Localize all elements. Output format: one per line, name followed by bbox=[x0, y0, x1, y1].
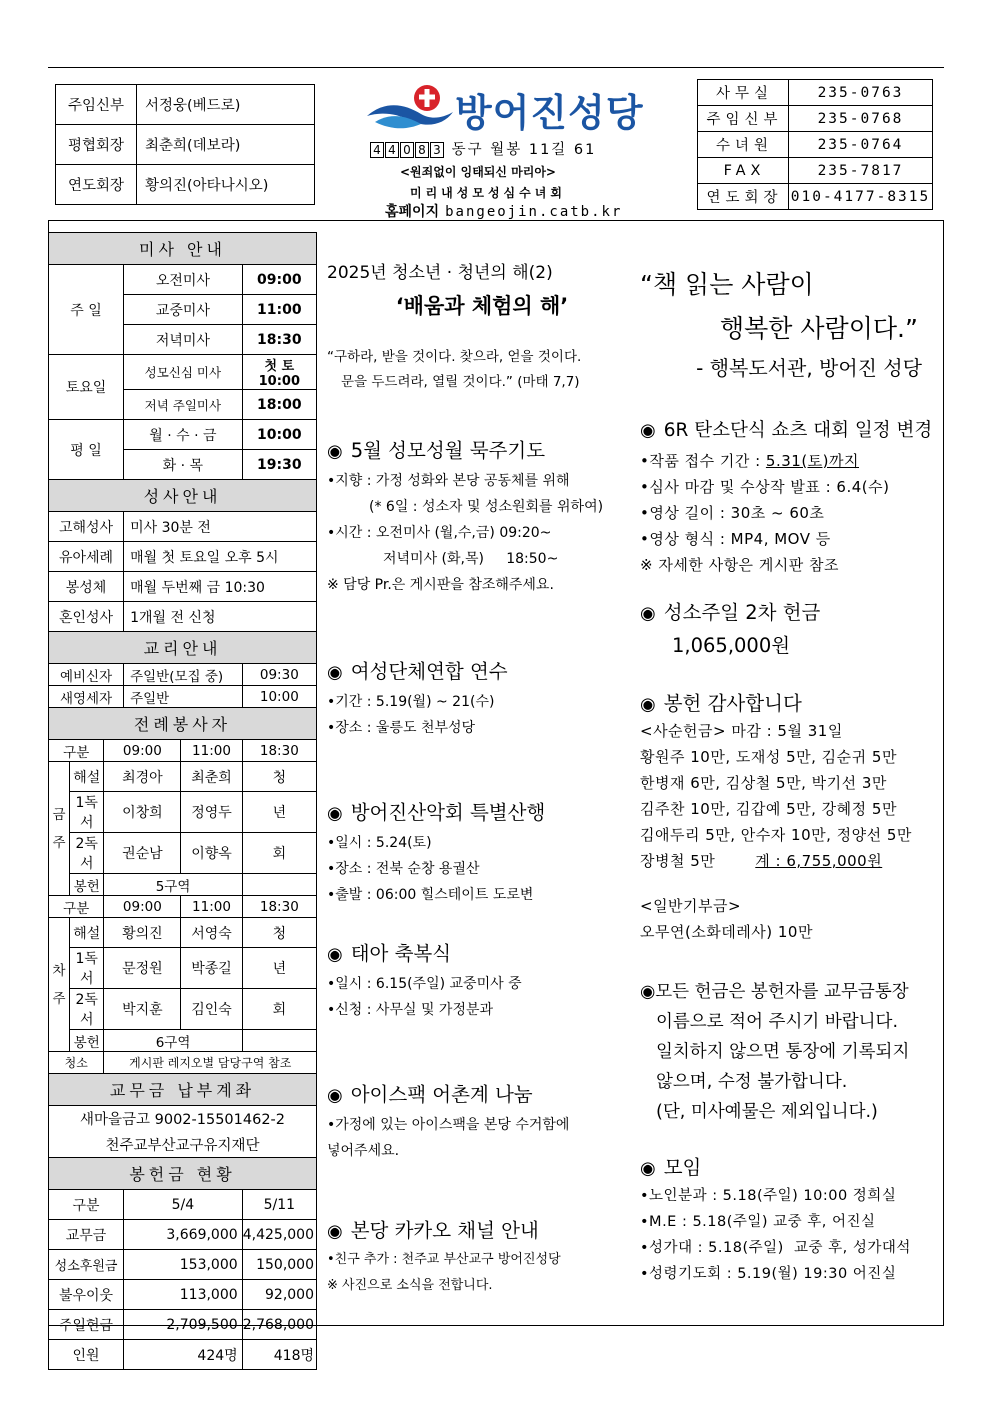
zip-digit: 4 bbox=[370, 142, 384, 158]
address bbox=[370, 138, 596, 159]
offering-value: 424명 bbox=[124, 1340, 243, 1370]
liturgy-head: 구분 bbox=[49, 896, 104, 918]
liturgy-person: 회 bbox=[242, 989, 316, 1030]
doctrine-time: 10:00 bbox=[242, 686, 316, 708]
offering-name: 교무금 bbox=[49, 1220, 124, 1250]
women-title: 여성단체연합 연수 bbox=[350, 660, 508, 683]
thanks-total: 계 : 6,755,000원 bbox=[755, 852, 883, 870]
mass-time: 19:30 bbox=[242, 450, 316, 480]
shorts-line: ※ 자세한 사항은 게시판 참조 bbox=[640, 556, 840, 574]
liturgy-empty bbox=[242, 1030, 316, 1052]
shorts-line: •영상 길이 : 30초 ~ 60초 bbox=[640, 504, 825, 522]
offering-name: 불우이웃 bbox=[49, 1280, 124, 1310]
church-name: 방어진성당 bbox=[455, 91, 644, 135]
fetus-line: •신청 : 사무실 및 가정분과 bbox=[327, 1002, 494, 1018]
verse-line: “구하라, 받을 것이다. 찾으라, 얻을 것이다. bbox=[327, 349, 582, 365]
liturgy-person: 최경아 bbox=[104, 762, 181, 792]
thanks-line bbox=[640, 848, 935, 874]
mass-name: 성모신심 미사 bbox=[124, 355, 243, 390]
doctrine-time: 09:30 bbox=[242, 664, 316, 686]
next-week-char: 주 bbox=[52, 990, 66, 1007]
sacrament-desc: 1개월 전 신청 bbox=[124, 602, 317, 632]
quote-line: “책 읽는 사람이 bbox=[640, 270, 814, 299]
shorts-title: 6R 탄소단식 쇼츠 대회 일정 변경 bbox=[663, 420, 933, 441]
liturgy-person: 청 bbox=[242, 762, 316, 792]
ice-line: 넣어주세요. bbox=[327, 1143, 400, 1159]
phone-label: 수녀원 bbox=[698, 132, 789, 158]
shorts-heading bbox=[640, 416, 935, 442]
homepage bbox=[385, 201, 622, 221]
staff-role: 연도회장 bbox=[56, 165, 137, 205]
church-logo-icon bbox=[365, 82, 455, 132]
meeting-body bbox=[640, 1183, 935, 1287]
sacrament-name: 고해성사 bbox=[49, 512, 124, 542]
meeting-title: 모임 bbox=[663, 1156, 702, 1179]
phone-number: 010-4177-8315 bbox=[789, 184, 933, 210]
offering-name: 성소후원금 bbox=[49, 1250, 124, 1280]
bullet-icon: ◉ bbox=[327, 662, 343, 683]
homepage-link[interactable]: bangeojin.catb.kr bbox=[445, 204, 623, 220]
phone-label: 주임신부 bbox=[698, 106, 789, 132]
liturgy-person: 년 bbox=[242, 792, 316, 833]
rosary-body bbox=[327, 468, 637, 598]
fetus-heading bbox=[327, 938, 637, 966]
bullet-icon: ◉ bbox=[640, 603, 656, 624]
phone-label: 사무실 bbox=[698, 80, 789, 106]
thanks-line: 황원주 10만, 도재성 5만, 김순귀 5만 bbox=[640, 748, 897, 766]
phone-number: 235-0764 bbox=[789, 132, 933, 158]
notice-line: 일치하지 않으면 통장에 기록되지 bbox=[656, 1042, 910, 1062]
liturgy-role: 2독서 bbox=[69, 833, 103, 874]
thanks-heading bbox=[640, 688, 935, 716]
rosary-line: (* 6일 : 성소자 및 성소원회를 위하여) bbox=[369, 499, 604, 515]
zip-digit: 8 bbox=[415, 142, 429, 158]
liturgy-person: 김인숙 bbox=[181, 989, 242, 1030]
this-week-char: 주 bbox=[52, 834, 66, 851]
sacrament-name: 혼인성사 bbox=[49, 602, 124, 632]
reading-quote bbox=[640, 265, 935, 345]
mass-name: 저녁미사 bbox=[124, 325, 243, 355]
phone-number: 235-0763 bbox=[789, 80, 933, 106]
shorts-line: •영상 형식 : MP4, MOV 등 bbox=[640, 530, 831, 548]
phone-number: 235-7817 bbox=[789, 158, 933, 184]
account-number: 새마을금고 9002-15501462-2 bbox=[49, 1106, 317, 1132]
mass-name: 교중미사 bbox=[124, 295, 243, 325]
liturgy-role: 해설 bbox=[69, 918, 103, 948]
rosary-title: 5월 성모성월 묵주기도 bbox=[350, 439, 546, 462]
phone-number: 235-0768 bbox=[789, 106, 933, 132]
shorts-body bbox=[640, 448, 935, 578]
liturgy-offering: 5구역 bbox=[104, 874, 242, 896]
notice-line: ◉모든 헌금은 봉헌자를 교무금통장 bbox=[640, 982, 909, 1002]
sacrament-name: 유아세례 bbox=[49, 542, 124, 572]
sunday-label: 주 일 bbox=[49, 265, 124, 355]
staff-name: 황의진(아타나시오) bbox=[137, 165, 315, 205]
next-week-label bbox=[49, 918, 70, 1052]
staff-name: 서정웅(베드로) bbox=[137, 85, 315, 125]
mass-time: 09:00 bbox=[242, 265, 316, 295]
liturgy-person: 이창희 bbox=[104, 792, 181, 833]
women-heading bbox=[327, 656, 637, 684]
thanks-line: 김애두리 5만, 안수자 10만, 정양선 5만 bbox=[640, 826, 912, 844]
mass-name: 오전미사 bbox=[124, 265, 243, 295]
staff-role: 평협회장 bbox=[56, 125, 137, 165]
liturgy-person: 최춘희 bbox=[181, 762, 242, 792]
saturday-label: 토요일 bbox=[49, 355, 124, 420]
liturgy-person: 이향옥 bbox=[181, 833, 242, 874]
sacrament-desc: 미사 30분 전 bbox=[124, 512, 317, 542]
quote-line: 행복한 사람이다.” bbox=[720, 314, 918, 343]
kakao-heading bbox=[327, 1215, 637, 1243]
bullet-icon: ◉ bbox=[640, 1158, 656, 1179]
thanks-line: 한병재 6만, 김상철 5만, 박기선 3만 bbox=[640, 774, 887, 792]
hike-heading bbox=[327, 797, 637, 825]
phone-label: FAX bbox=[698, 158, 789, 184]
thanks-body bbox=[640, 718, 935, 874]
sacrament-name: 봉성체 bbox=[49, 572, 124, 602]
cleaning-desc: 게시판 레지오별 담당구역 참조 bbox=[104, 1052, 317, 1074]
zip-digit: 4 bbox=[385, 142, 399, 158]
hike-title: 방어진산악회 특별산행 bbox=[350, 801, 546, 824]
hike-line: •일시 : 5.24(토) bbox=[327, 835, 432, 851]
doctrine-desc: 주일반 bbox=[124, 686, 243, 708]
thanks-line: 김주찬 10만, 김갑예 5만, 강혜정 5만 bbox=[640, 800, 897, 818]
staff-table bbox=[55, 84, 315, 205]
notice-line: 이름으로 적어 주시기 바랍니다. bbox=[656, 1012, 899, 1032]
liturgy-person: 서영숙 bbox=[181, 918, 242, 948]
bible-verse bbox=[327, 345, 637, 395]
meeting-line: •성가대 : 5.18(주일) 교중 후, 성가대석 bbox=[640, 1240, 911, 1256]
bullet-icon: ◉ bbox=[327, 803, 343, 824]
offering-name: 주일헌금 bbox=[49, 1310, 124, 1340]
quote-source: - 행복도서관, 방어진 성당 bbox=[696, 356, 922, 380]
rosary-line: 저녁미사 (화,목) 18:50~ bbox=[383, 551, 559, 567]
vocation-amount: 1,065,000원 bbox=[672, 634, 791, 657]
liturgy-empty bbox=[242, 874, 316, 896]
offering-value: 153,000 bbox=[124, 1250, 243, 1280]
phone-label: 연도회장 bbox=[698, 184, 789, 210]
account-title: 교무금 납부계좌 bbox=[49, 1074, 317, 1106]
mass-time: 18:30 bbox=[242, 325, 316, 355]
liturgy-role: 1독서 bbox=[69, 792, 103, 833]
rosary-line: ※ 담당 Pr.은 게시판을 참조해주세요. bbox=[327, 577, 554, 593]
year-theme-title: 2025년 청소년 · 청년의 해(2) bbox=[327, 263, 553, 283]
liturgy-role: 봉헌 bbox=[69, 874, 103, 896]
general-line: <일반기부금> bbox=[640, 897, 742, 915]
liturgy-person: 박지훈 bbox=[104, 989, 181, 1030]
motto-sisters: 미리내성모성심수녀회 bbox=[410, 186, 566, 200]
liturgy-offering: 6구역 bbox=[104, 1030, 242, 1052]
liturgy-person: 권순남 bbox=[104, 833, 181, 874]
liturgy-person: 회 bbox=[242, 833, 316, 874]
doctrine-title: 교리안내 bbox=[49, 632, 317, 664]
offering-value: 92,000 bbox=[242, 1280, 316, 1310]
bullet-icon: ◉ bbox=[640, 694, 656, 715]
shorts-line bbox=[640, 448, 935, 474]
bullet-icon: ◉ bbox=[327, 1085, 343, 1106]
cleaning-label: 청소 bbox=[49, 1052, 104, 1074]
liturgy-person: 청 bbox=[242, 918, 316, 948]
fetus-line: •일시 : 6.15(주일) 교중미사 중 bbox=[327, 976, 522, 992]
this-week-char: 금 bbox=[52, 806, 66, 823]
staff-role: 주임신부 bbox=[56, 85, 137, 125]
liturgy-head: 18:30 bbox=[242, 896, 316, 918]
mass-name: 월 · 수 · 금 bbox=[124, 420, 243, 450]
hike-line: •장소 : 전북 순창 용궐산 bbox=[327, 861, 480, 877]
shorts-deadline: 5.31(토)까지 bbox=[765, 452, 859, 470]
rosary-heading bbox=[327, 435, 637, 463]
bullet-icon: ◉ bbox=[640, 420, 656, 441]
shorts-label: •작품 접수 기간 : bbox=[640, 452, 766, 470]
mass-time: 11:00 bbox=[242, 295, 316, 325]
vocation-heading bbox=[640, 597, 935, 625]
rosary-line: •지향 : 가정 성화와 본당 공동체를 위해 bbox=[327, 473, 570, 489]
women-line: •기간 : 5.19(월) ~ 21(수) bbox=[327, 694, 495, 710]
ice-body bbox=[327, 1112, 637, 1164]
offering-value: 113,000 bbox=[124, 1280, 243, 1310]
liturgy-role: 2독서 bbox=[69, 989, 103, 1030]
verse-line: 문을 두드려라, 열릴 것이다.” (마태 7,7) bbox=[341, 374, 580, 390]
rosary-line: •시간 : 오전미사 (월,수,금) 09:20~ bbox=[327, 525, 552, 541]
staff-name: 최춘희(데보라) bbox=[137, 125, 315, 165]
account-holder: 천주교부산교구유지재단 bbox=[49, 1132, 317, 1158]
meeting-line: •노인분과 : 5.18(주일) 10:00 정희실 bbox=[640, 1188, 897, 1204]
liturgy-head: 11:00 bbox=[181, 740, 242, 762]
sacrament-desc: 매월 두번째 금 10:30 bbox=[124, 572, 317, 602]
motto-title: <원죄없이 잉태되신 마리아> bbox=[400, 165, 556, 179]
liturgy-head: 18:30 bbox=[242, 740, 316, 762]
women-line: •장소 : 울릉도 천부성당 bbox=[327, 720, 476, 736]
kakao-line: ※ 사진으로 소식을 전합니다. bbox=[327, 1278, 493, 1293]
thanks-title: 봉헌 감사합니다 bbox=[663, 692, 802, 715]
ice-title: 아이스팩 어촌계 나눔 bbox=[350, 1083, 533, 1106]
liturgy-person: 황의진 bbox=[104, 918, 181, 948]
offering-value: 2,768,000 bbox=[242, 1310, 316, 1340]
header-rule bbox=[48, 67, 944, 68]
bullet-icon: ◉ bbox=[327, 944, 343, 965]
liturgy-person: 정영두 bbox=[181, 792, 242, 833]
liturgy-role: 해설 bbox=[69, 762, 103, 792]
general-body bbox=[640, 893, 935, 945]
doctrine-name: 예비신자 bbox=[49, 664, 124, 686]
fetus-body bbox=[327, 971, 637, 1023]
offering-value: 4,425,000 bbox=[242, 1220, 316, 1250]
notice-line: 않으며, 수정 불가합니다. bbox=[656, 1072, 848, 1092]
phone-table bbox=[697, 79, 933, 210]
doctrine-name: 새영세자 bbox=[49, 686, 124, 708]
mass-time: 첫 토 10:00 bbox=[242, 355, 316, 390]
mass-title: 미사 안내 bbox=[49, 233, 317, 265]
offering-title: 봉헌금 현황 bbox=[49, 1158, 317, 1190]
liturgy-head: 11:00 bbox=[181, 896, 242, 918]
liturgy-person: 문정원 bbox=[104, 948, 181, 989]
bullet-icon: ◉ bbox=[327, 441, 343, 462]
mass-time: 10:00 bbox=[242, 420, 316, 450]
liturgy-head: 09:00 bbox=[104, 740, 181, 762]
kakao-body bbox=[327, 1247, 637, 1299]
liturgy-title: 전례봉사자 bbox=[49, 708, 317, 740]
mass-name: 화 · 목 bbox=[124, 450, 243, 480]
mass-name: 저녁 주일미사 bbox=[124, 390, 243, 420]
offering-head: 5/4 bbox=[124, 1190, 243, 1220]
meeting-line: •성령기도회 : 5.19(월) 19:30 어진실 bbox=[640, 1266, 897, 1282]
sacrament-title: 성사안내 bbox=[49, 480, 317, 512]
notice-line: (단, 미사예물은 제외입니다.) bbox=[656, 1102, 878, 1122]
sidebar-table bbox=[48, 232, 317, 1370]
offering-notice bbox=[640, 977, 935, 1127]
shorts-line: •심사 마감 및 수상작 발표 : 6.4(수) bbox=[640, 478, 890, 496]
general-line: 오무연(소화데레사) 10만 bbox=[640, 923, 813, 941]
offering-head: 5/11 bbox=[242, 1190, 316, 1220]
liturgy-role: 봉헌 bbox=[69, 1030, 103, 1052]
hike-body bbox=[327, 830, 637, 908]
zip-digit: 3 bbox=[430, 142, 444, 158]
liturgy-role: 1독서 bbox=[69, 948, 103, 989]
thanks-name: 장병철 5만 bbox=[640, 852, 716, 870]
zip-code bbox=[370, 142, 445, 158]
homepage-label: 홈페이지 bbox=[385, 204, 440, 220]
meeting-heading bbox=[640, 1152, 935, 1180]
ice-heading bbox=[327, 1079, 637, 1107]
women-body bbox=[327, 689, 637, 741]
offering-value: 3,669,000 bbox=[124, 1220, 243, 1250]
year-theme-subtitle: ‘배움과 체험의 해’ bbox=[395, 294, 569, 318]
kakao-title: 본당 카카오 채널 안내 bbox=[350, 1219, 539, 1242]
sacrament-desc: 매월 첫 토요일 오후 5시 bbox=[124, 542, 317, 572]
street-address: 동구 월봉 11길 61 bbox=[451, 142, 597, 158]
liturgy-person: 년 bbox=[242, 948, 316, 989]
offering-value: 150,000 bbox=[242, 1250, 316, 1280]
this-week-label bbox=[49, 762, 70, 896]
offering-value: 418명 bbox=[242, 1340, 316, 1370]
next-week-char: 차 bbox=[52, 962, 66, 979]
weekday-label: 평 일 bbox=[49, 420, 124, 480]
hike-line: •출발 : 06:00 힐스테이트 도로변 bbox=[327, 887, 534, 903]
bullet-icon: ◉ bbox=[327, 1221, 343, 1242]
kakao-line: •친구 추가 : 천주교 부산교구 방어진성당 bbox=[327, 1252, 561, 1267]
liturgy-person: 박종길 bbox=[181, 948, 242, 989]
vocation-title: 성소주일 2차 헌금 bbox=[663, 601, 821, 624]
doctrine-desc: 주일반(모집 중) bbox=[124, 664, 243, 686]
liturgy-head: 09:00 bbox=[104, 896, 181, 918]
mass-time: 18:00 bbox=[242, 390, 316, 420]
offering-head: 구분 bbox=[49, 1190, 124, 1220]
thanks-line: <사순헌금> 마감 : 5월 31일 bbox=[640, 722, 843, 740]
meeting-line: •M.E : 5.18(주일) 교중 후, 어진실 bbox=[640, 1214, 876, 1230]
liturgy-head: 구분 bbox=[49, 740, 104, 762]
ice-line: •가정에 있는 아이스팩을 본당 수거함에 bbox=[327, 1117, 570, 1133]
offering-value: 2,709,500 bbox=[124, 1310, 243, 1340]
offering-name: 인원 bbox=[49, 1340, 124, 1370]
fetus-title: 태아 축복식 bbox=[350, 942, 452, 965]
zip-digit: 0 bbox=[400, 142, 414, 158]
